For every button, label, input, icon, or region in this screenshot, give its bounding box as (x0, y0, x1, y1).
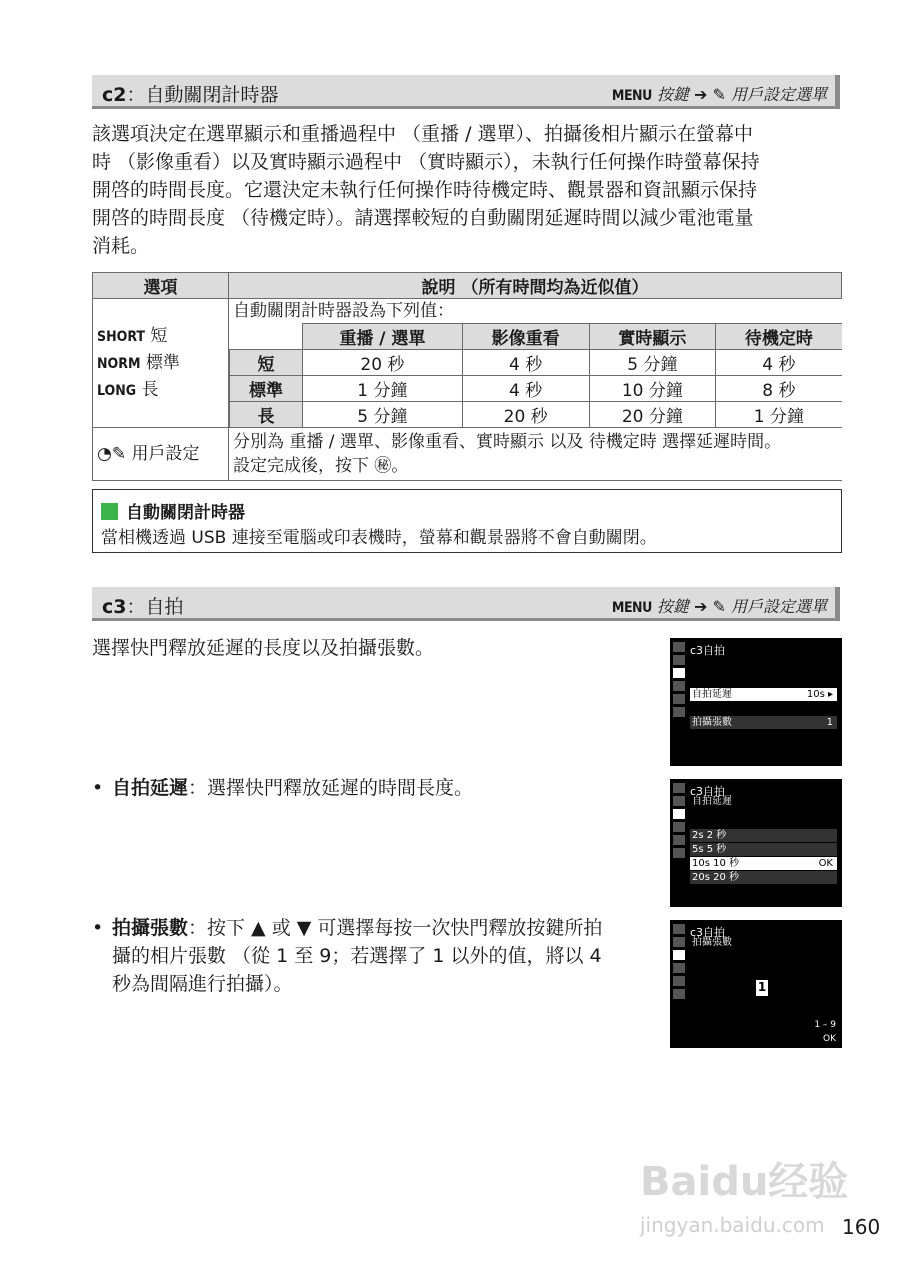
c3-section-header (92, 587, 840, 621)
c2-note-box: 自動關閉計時器 當相機透過 USB 連接至電腦或印表機時，螢幕和觀景器將不會自動關閉。 (92, 489, 842, 553)
c2-section-header (92, 75, 840, 109)
table-row: 標準 1 分鐘 4 秒 10 分鐘 8 秒 (230, 376, 842, 402)
table-row: 短 20 秒 4 秒 5 分鐘 4 秒 (230, 350, 842, 376)
c3-menu-path: MENU 按鍵 ➔ ✎ 用戶設定選單 (611, 597, 827, 616)
preset-desc-cell: 自動關閉計時器設為下列值： 重播 / 選單 影像重看 實時顯示 待機定時 短 20 秒 4 秒 5 分鐘 4 秒 標準 1 分鐘 4 秒 10 分鐘 8 秒 長 5 分鐘 20 秒 20 分鐘 1 分鐘 (229, 299, 842, 428)
c3-intro: 選擇快門釋放延遲的長度以及拍攝張數。 (92, 637, 435, 659)
watermark-logo: Baidu经验 (640, 1159, 849, 1205)
c2-options-table (92, 272, 842, 481)
camera-screen-self-timer: c3自拍 自拍延遲 10s ▸ 拍攝張數 1 (670, 638, 842, 766)
watermark-url: jingyan.baidu.com (640, 1213, 825, 1237)
timer-icon: ◔✎ (97, 444, 127, 464)
note-pencil-icon (101, 503, 118, 520)
camera-screen-shots: c3自拍 拍攝張數 1 1 – 9 OK (670, 920, 842, 1048)
table-row: 長 5 分鐘 20 秒 20 分鐘 1 分鐘 (230, 402, 842, 428)
c2-intro: 該選項決定在選單顯示和重播過程中 （重播 / 選單）、拍攝後相片顯示在螢幕中 時 （影像重看）以及實時顯示過程中 （實時顯示），未執行任何操作時螢幕保持 開啓的時間長度。它還決定未執行任何操作時待機定時、觀景器和資訊顯示保持 開啓的時間長度 （待機定時）。請選擇較短的自動關閉延遲時間以減少電池電量 消耗。 (92, 123, 760, 257)
c3-title: c3：自拍 (102, 596, 184, 618)
col-desc-header: 說明 （所有時間均為近似值） (229, 273, 842, 299)
bullet-number-of-shots: • 拍攝張數：按下 ▲ 或 ▼ 可選擇每按一次快門釋放按鍵所拍 攝的相片張數 （從 1 至 9；若選擇了 1 以外的值，將以 4 秒為間隔進行拍攝）。 (92, 917, 603, 995)
custom-desc-cell: 分別為 重播 / 選單、影像重看、實時顯示 以及 待機定時 選擇延遲時間。 設定完成後，按下 ㊙。 (229, 428, 842, 481)
bullet-self-timer-delay: • 自拍延遲：選擇快門釋放延遲的時間長度。 (92, 777, 474, 799)
page-number: 160 (842, 1215, 881, 1239)
col-option-header: 選項 (93, 273, 229, 299)
c2-menu-path: MENU 按鍵 ➔ ✎ 用戶設定選單 (611, 85, 827, 104)
c2-title: c2：自動關閉計時器 (102, 84, 279, 106)
preset-values-table: 重播 / 選單 影像重看 實時顯示 待機定時 短 20 秒 4 秒 5 分鐘 4 秒 標準 1 分鐘 4 秒 10 分鐘 8 秒 長 5 分鐘 20 秒 20 分鐘 1 分鐘 (229, 323, 842, 427)
custom-option-cell: ◔✎ 用戶設定 (93, 428, 229, 481)
camera-screen-delay: c3自拍 自拍延遲 2s 2 秒 5s 5 秒 10s 10 秒 OK 20s 20 秒 (670, 779, 842, 907)
preset-options-cell: SHORT 短 NORM 標準 LONG 長 (93, 299, 229, 428)
